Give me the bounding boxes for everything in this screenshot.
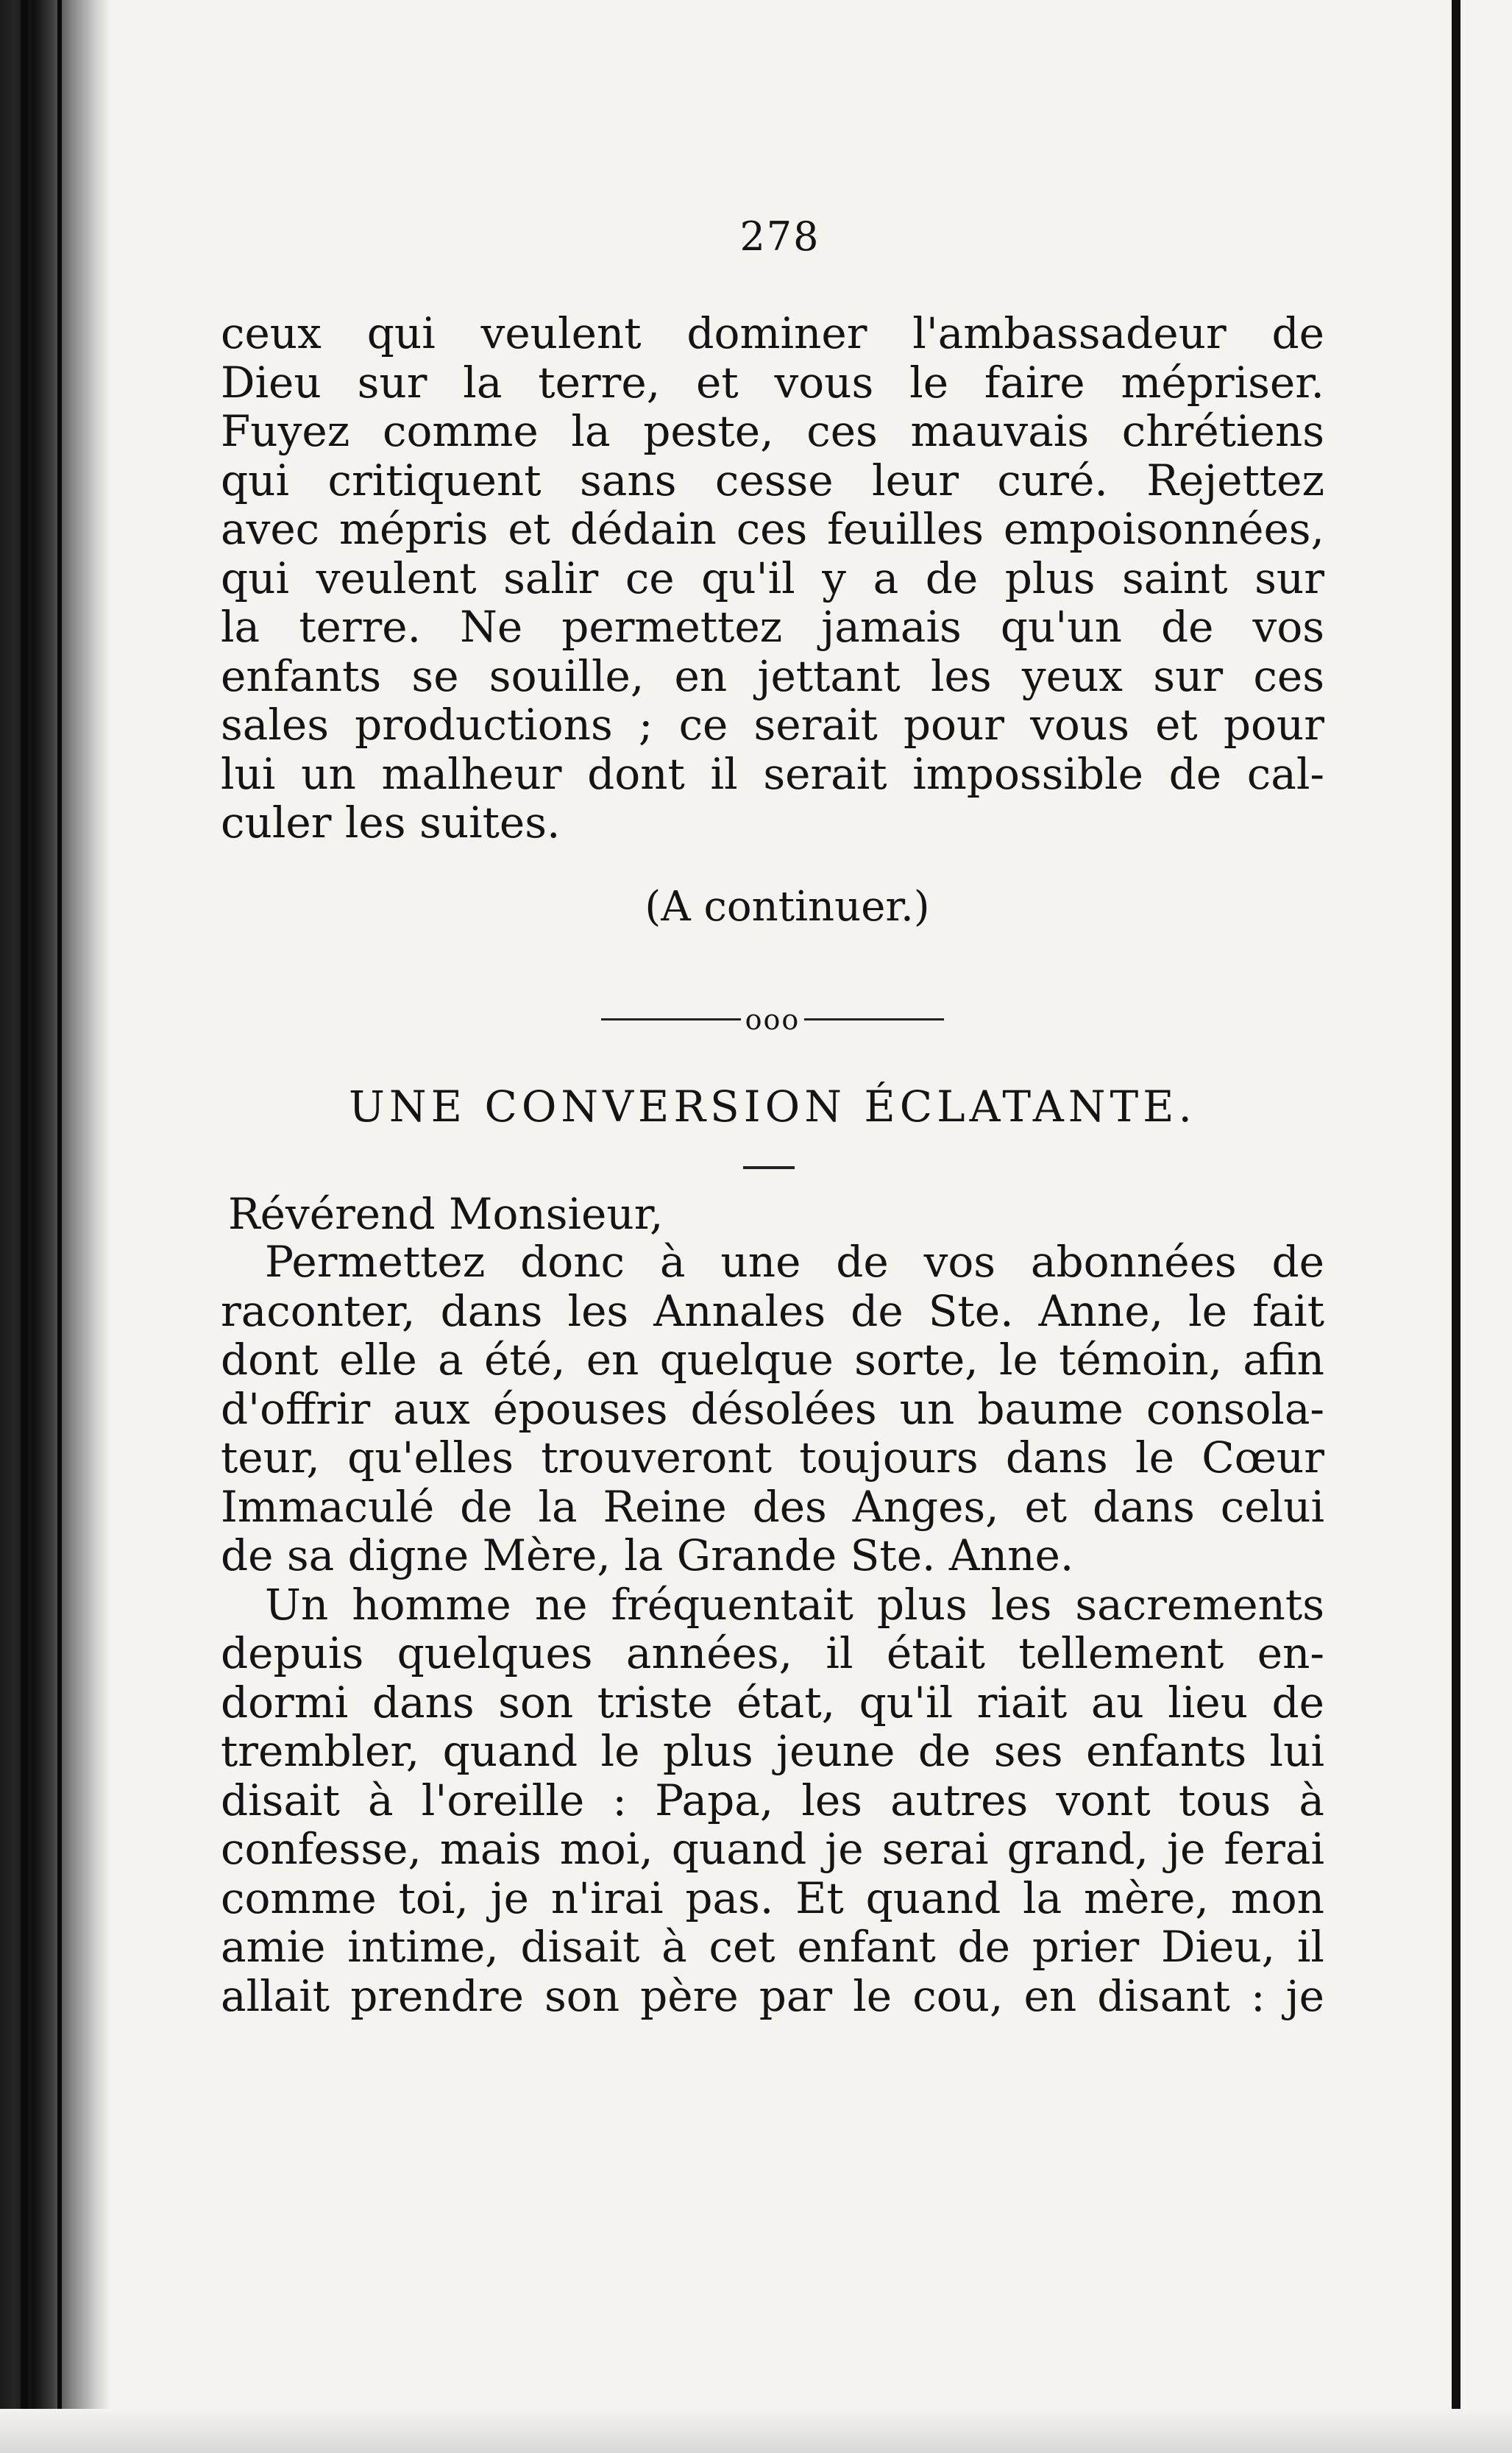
text-line: Permettez donc à une de vos abonnées de xyxy=(265,1237,1324,1287)
text-line: Dieu sur la terre, et vous le faire mépriser. xyxy=(221,357,1324,408)
text-line: depuis quelques années, il était tellement en- xyxy=(221,1628,1324,1678)
text-line: avec mépris et dédain ces feuilles empoisonnées, xyxy=(221,504,1324,554)
page-bottom-margin xyxy=(0,2409,1512,2453)
paragraph-continued xyxy=(221,309,1324,848)
text-line: Immaculé de la Reine des Anges, et dans celui xyxy=(221,1481,1324,1532)
separator-mark: ooo xyxy=(745,1003,801,1036)
page-right-edge-rule xyxy=(1452,0,1460,2453)
text-line: de sa digne Mère, la Grande Ste. Anne. xyxy=(221,1530,1074,1580)
text-line: lui un malheur dont il serait impossible de cal- xyxy=(221,748,1324,799)
text-line: confesse, mais moi, quand je serai grand, je ferai xyxy=(221,1824,1324,1874)
binding-edge-line xyxy=(21,0,28,2453)
section-separator xyxy=(581,1001,964,1045)
text-line: raconter, dans les Annales de Ste. Anne, le fait xyxy=(221,1285,1324,1336)
text-line: ceux qui veulent dominer l'ambassadeur de xyxy=(221,308,1324,358)
text-line: sales productions ; ce serait pour vous et pour xyxy=(221,700,1324,750)
text-line: d'offrir aux épouses désolées un baume consola- xyxy=(221,1383,1324,1434)
text-line: qui critiquent sans cesse leur curé. Rejettez xyxy=(221,455,1324,505)
book-binding-gutter xyxy=(0,0,110,2453)
binding-edge-line xyxy=(57,0,62,2453)
text-line: amie intime, disait à cet enfant de prier Dieu, il xyxy=(221,1922,1324,1972)
text-line: trembler, quand le plus jeune de ses enfants lui xyxy=(221,1726,1324,1776)
letter-salutation: Révérend Monsieur, xyxy=(228,1189,664,1239)
text-line: enfants se souille, en jettant les yeux sur ces xyxy=(221,650,1324,701)
separator-dash-left xyxy=(601,1018,741,1020)
text-line: dont elle a été, en quelque sorte, le témoin, afin xyxy=(221,1335,1324,1385)
text-line: teur, qu'elles trouveront toujours dans le Cœur xyxy=(221,1433,1324,1483)
text-line: Un homme ne fréquentait plus les sacrements xyxy=(265,1579,1324,1630)
text-line: disait à l'oreille : Papa, les autres vont tous à xyxy=(221,1775,1324,1825)
text-line: Fuyez comme la peste, ces mauvais chrétiens xyxy=(221,406,1324,456)
to-be-continued-note: (A continuer.) xyxy=(645,883,930,931)
text-line: allait prendre son père par le cou, en disant : je xyxy=(221,1970,1324,2021)
text-line: qui veulent salir ce qu'il y a de plus saint sur xyxy=(221,553,1324,603)
separator-dash-right xyxy=(804,1018,944,1020)
text-line: la terre. Ne permettez jamais qu'un de vos xyxy=(221,602,1324,652)
text-line: dormi dans son triste état, qu'il riait au lieu de xyxy=(221,1677,1324,1728)
article-body xyxy=(221,1238,1324,2020)
text-line: comme toi, je n'irai pas. Et quand la mère, mon xyxy=(221,1872,1324,1923)
text-line: culer les suites. xyxy=(221,798,561,848)
article-title: UNE CONVERSION ÉCLATANTE. xyxy=(349,1082,1196,1132)
page-number: 278 xyxy=(739,213,820,260)
title-underline-rule xyxy=(743,1166,795,1169)
